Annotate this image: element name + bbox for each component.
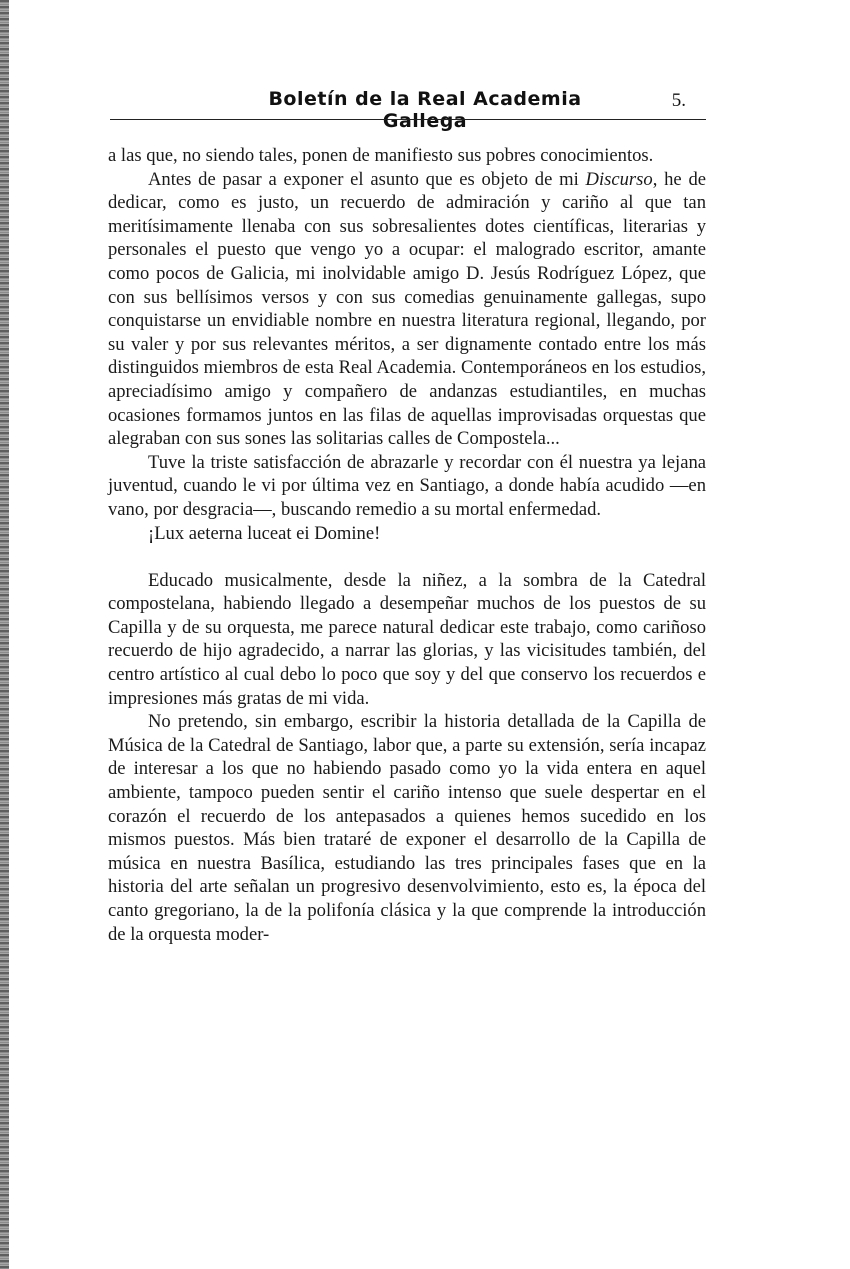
paragraph: Educado musicalmente, desde la niñez, a la sombra de la Catedral compostelana, habiendo llegado a desempeñar muchos de los puestos de su Capilla y de su orquesta, me parece natural dedicar este trabajo, como cariñoso recuerdo de hijo agradecido, a narrar las glorias, y las vicisitudes también, del centro artístico al cual debo lo poco que soy y del que conservo los recuerdos e impresiones más gratas de mi vida. [108,569,706,709]
page-number: 5. [671,90,686,111]
page-binding-edge [0,0,9,1269]
latin-invocation: ¡Lux aeterna luceat ei Domine! [148,522,381,544]
paragraph: No pretendo, sin embargo, escribir la historia detallada de la Capilla de Música de la Catedral de Santiago, labor que, a parte su extensión, sería incapaz de interesar a los que no habiendo pasado como yo la vida entera en aquel ambiente, tampoco pueden sentir el cariño intenso que suele despertar en el corazón el recuerdo de los antepasados a quienes hemos sucedido en los mismos puestos. Más bien trataré de exponer el desarrollo de la Capilla de música en nuestra Basílica, estudiando las tres principales fases que en la historia del arte señalan un progresivo desenvolvimiento, esto es, la época del canto gregoriano, la de la polifonía clásica y la que comprende la introducción de la orquesta moder- [108,711,706,945]
paragraph: a las que, no siendo tales, ponen de manifiesto sus pobres conocimientos. [108,145,654,166]
paragraph: Tuve la triste satisfacción de abrazarle y recordar con él nuestra ya lejana juventud, cuando le vi por última vez en Santiago, a donde había acudido —en vano, por desgracia—, buscando remedio a su mortal enfermedad. [108,451,706,520]
running-title: Boletín de la Real Academia Gallega [268,88,582,132]
discurso-italic: Discurso [585,168,653,190]
body-text [108,144,706,946]
paragraph-text: Antes de pasar a exponer el asunto que es objeto de mi [148,168,586,190]
paragraph [108,168,706,451]
page-header [110,88,706,132]
paragraph-text: , he de dedicar, como es justo, un recuerdo de admiración y cariño al que tan meritísimamente llenaba con sus sobresalientes dotes científicas, literarias y personales el puesto que vengo yo a ocupar: el malogrado escritor, amante como pocos de Galicia, mi inolvidable amigo D. Jesús Rodríguez López, que con sus bellísimos versos y con sus comedias genuinamente gallegas, supo conquistarse un envidiable nombre en nuestra literatura regional, llegando, por su valer y por sus relevantes méritos, a ser dignamente contado entre los más distinguidos miembros de esta Real Academia. Contemporáneos en los estudios, apreciadísimo amigo y compañero de andanzas estudiantiles, en muchas ocasiones formamos juntos en las filas de aquellas improvisadas orquestas que alegraban con sus sones las solitarias calles de Compostela... [108,168,706,450]
header-rule [110,119,706,120]
